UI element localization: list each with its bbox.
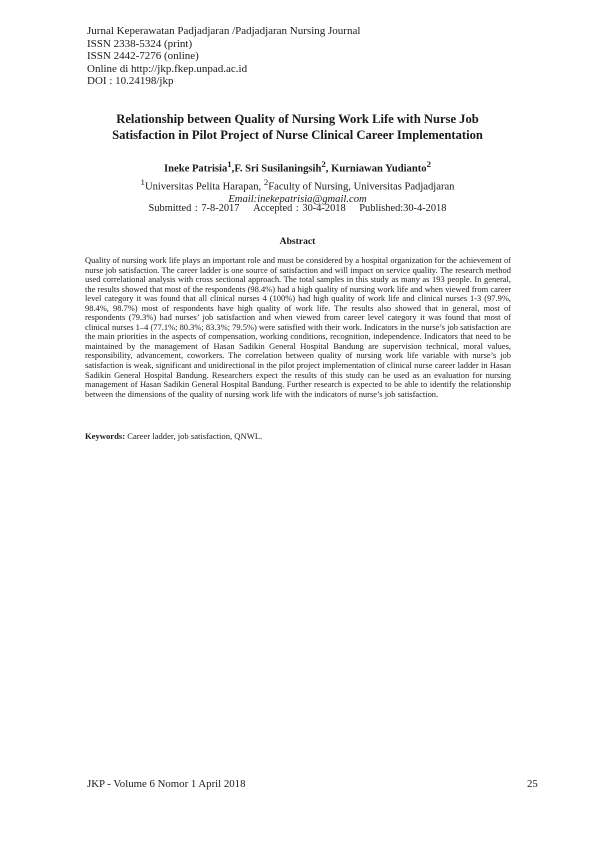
abstract-heading: Abstract <box>279 236 316 247</box>
keywords <box>85 431 262 441</box>
author-1-sup: 1 <box>227 159 232 169</box>
affiliations <box>60 176 535 194</box>
affiliation-2: Faculty of Nursing, Universitas Padjadjaran <box>268 181 455 193</box>
article-title <box>60 111 535 143</box>
issn-print: ISSN 2338-5324 (print) <box>87 37 193 50</box>
article-dates <box>60 203 535 214</box>
author-2: ,F. Sri Susilaningsih <box>231 163 322 175</box>
journal-header <box>87 25 360 88</box>
affiliation-1: Universitas Pelita Harapan, <box>144 181 264 193</box>
page-number: 25 <box>527 778 538 790</box>
affiliation-1-sup: 1 <box>140 176 145 187</box>
author-2-sup: 2 <box>321 159 326 169</box>
title-line-2: Satisfaction in Pilot Project of Nurse Clinical Career Implementation <box>112 128 483 142</box>
journal-name: Jurnal Keperawatan Padjadjaran /Padjadjaran Nursing Journal <box>87 25 361 37</box>
title-line-1: Relationship between Quality of Nursing Work Life with Nurse Job <box>116 112 479 126</box>
author-block <box>60 158 535 206</box>
keywords-label: Keywords: <box>85 431 126 441</box>
footer-issue: JKP - Volume 6 Nomor 1 April 2018 <box>87 778 246 790</box>
online-url: Online di http://jkp.fkep.unpad.ac.id <box>87 62 248 75</box>
author-email: Email:inekepatrisia@gmail.com <box>228 194 367 206</box>
published-date: Published:30-4-2018 <box>359 203 447 214</box>
author-3: , Kurniawan Yudianto <box>325 163 427 175</box>
submitted-date: Submitted : 7-8-2017 <box>148 203 240 214</box>
keywords-text: Career ladder, job satisfaction, QNWL. <box>125 431 263 441</box>
doi: DOI : 10.24198/jkp <box>87 75 174 88</box>
abstract-body: Quality of nursing work life plays an important role and must be considered by a hospital organization for the achievement of nurse job satisfaction. The career ladder is one source of satisfaction and will impact on service quality. The research method used correlational analysis with cross sectional approach. The total samples in this study as many as 193 people. In general, the results showed that most of the respondents (98.4%) had a high quality of nursing work life and when viewed from career level category it was found that all clinical nurses 4 (100%) had high quality of work life and clinical nurses 1-3 (97.9%, 98.4%, 98.7%) most of respondents have high quality of work life. The results also showed that in general, most of respondents (79.3%) had nurses’ job satisfaction and when viewed from career level category it was found that most of clinical nurses 1–4 (77.1%; 80.3%; 83.3%; 79.5%) were satisfied with their work. Indicators in the nurse’s job satisfaction are the main priorities in the aspects of compensation, working conditions, recognition, independence. Indicators that need to be maintained by the management of Hasan Sadikin General Hospital Bandung are supervision technical, moral values, responsibility, advancement, coworkers. The correlation between quality of nursing work life variable with nurse’s job satisfaction is weak, significant and unidirectional in the pilot project implementation of clinical nurse career ladder in Hasan Sadikin General Hospital Bandung. Researchers expect the results of this study can be used as an evaluation for nursing management of Hasan Sadikin General Hospital Bandung. Further research is expected to be able to identify the relationship between the dimensions of the quality of nursing work life with the indicators of nurse’s job satisfaction. <box>85 255 511 399</box>
accepted-date: Accepted : 30-4-2018 <box>253 203 346 214</box>
author-3-sup: 2 <box>426 159 431 169</box>
author-1: Ineke Patrisia <box>163 163 228 175</box>
author-names <box>60 158 535 176</box>
issn-online: ISSN 2442-7276 (online) <box>87 50 199 63</box>
affiliation-2-sup: 2 <box>263 176 269 187</box>
